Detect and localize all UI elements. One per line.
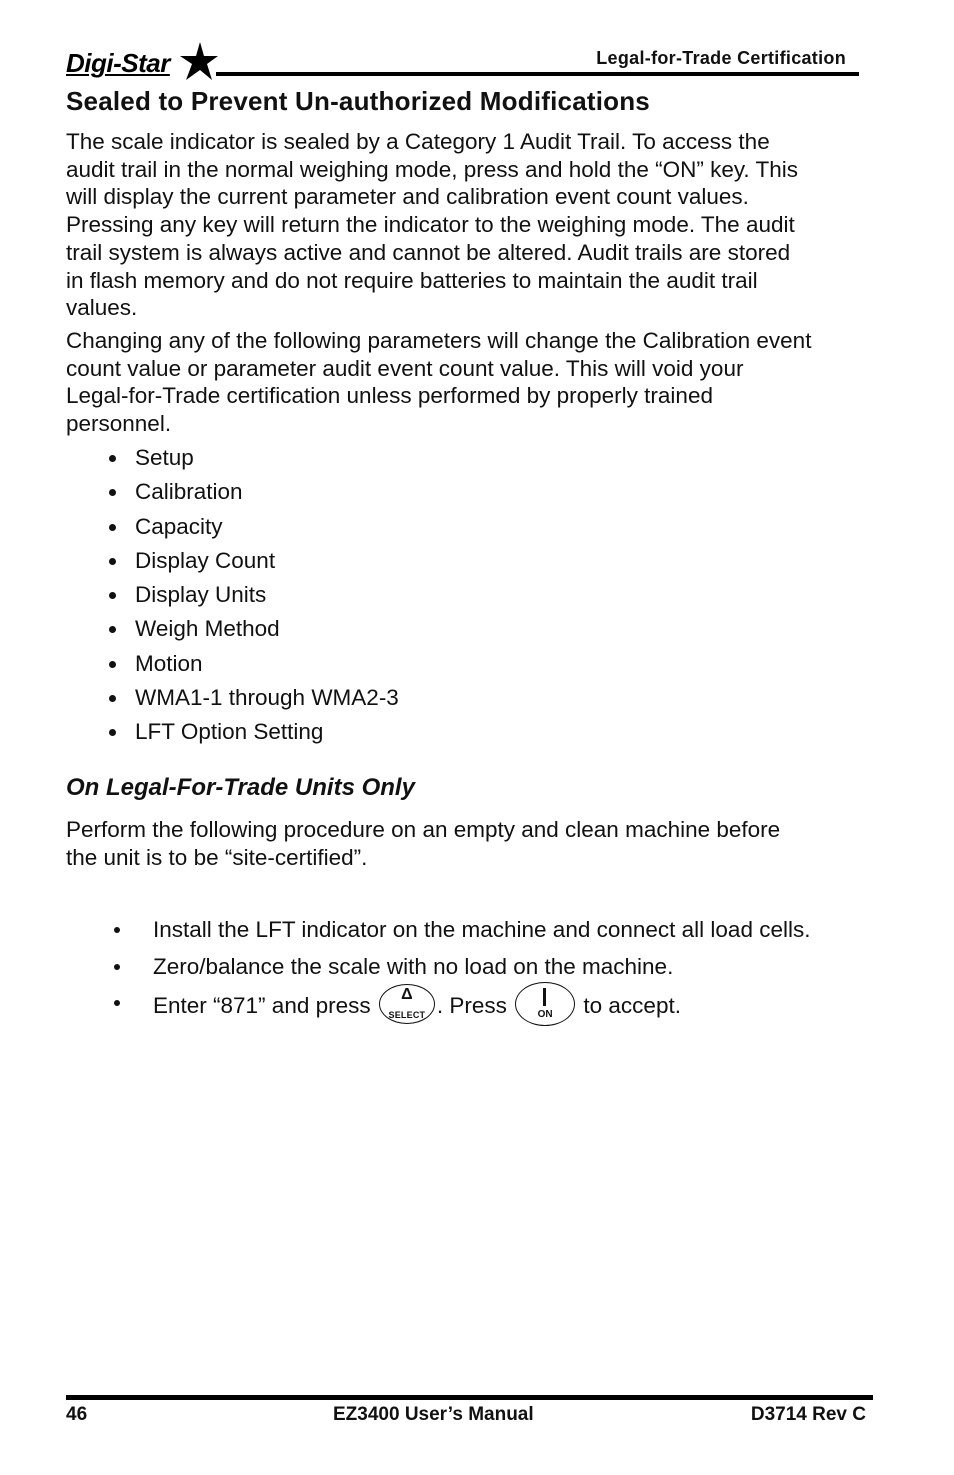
list-item: Calibration	[106, 475, 399, 509]
page-number: 46	[66, 1404, 88, 1425]
procedure-intro	[66, 816, 872, 871]
step-text: Enter “871” and press	[153, 992, 377, 1018]
text-line: Pressing any key will return the indicator to the weighing mode. The audit	[66, 212, 795, 238]
doc-revision: D3714 Rev C	[750, 1404, 866, 1425]
select-key-label: SELECT	[388, 1010, 426, 1020]
manual-title: EZ3400 User’s Manual	[333, 1404, 534, 1425]
text-line: will display the current parameter and calibration event count values.	[66, 184, 749, 210]
list-item: Display Count	[106, 544, 399, 578]
delta-symbol: Δ	[401, 986, 413, 1003]
text-line: values.	[66, 295, 138, 321]
text-line: trail system is always active and cannot be altered. Audit trails are stored	[66, 239, 791, 265]
footer-rule	[66, 1395, 873, 1400]
parameter-list	[106, 441, 399, 750]
text-line: in flash memory and do not require batteries to maintain the audit trail	[66, 267, 758, 293]
parameters-paragraph	[66, 327, 872, 438]
text-line: the unit is to be “site-certified”.	[66, 844, 368, 870]
list-item: Display Units	[106, 578, 399, 612]
on-key-icon	[515, 982, 575, 1026]
list-item: LFT Option Setting	[106, 715, 399, 749]
select-key-icon	[379, 984, 435, 1024]
text-line: Perform the following procedure on an empty and clean machine before	[66, 817, 781, 842]
text-line: Changing any of the following parameters will change the Calibration event	[66, 328, 812, 353]
page-heading: Sealed to Prevent Un-authorized Modifications	[66, 86, 650, 116]
audit-trail-paragraph	[66, 128, 872, 322]
list-item: Setup	[106, 441, 399, 475]
procedure-steps	[106, 912, 876, 1022]
logo-text: Digi-Star	[66, 48, 170, 78]
on-key-label: ON	[537, 1009, 553, 1020]
text-line: count value or parameter audit event count value. This will void your	[66, 355, 744, 381]
header-rule	[216, 72, 859, 76]
list-item: Install the LFT indicator on the machine and connect all load cells.	[106, 912, 876, 949]
subsection-heading: On Legal-For-Trade Units Only	[66, 774, 415, 801]
list-item: Zero/balance the scale with no load on the machine.	[106, 949, 876, 986]
section-title: Legal-for-Trade Certification	[596, 48, 846, 68]
list-item	[106, 985, 876, 1022]
list-item: Motion	[106, 647, 399, 681]
list-item: Weigh Method	[106, 612, 399, 646]
digi-star-logo	[66, 42, 218, 82]
text-line: personnel.	[66, 411, 172, 437]
text-line: Legal-for-Trade certification unless performed by properly trained	[66, 383, 713, 409]
step-text: to accept.	[577, 992, 681, 1018]
list-item: WMA1-1 through WMA2-3	[106, 681, 399, 715]
star-icon	[174, 42, 218, 82]
text-line: The scale indicator is sealed by a Category 1 Audit Trail. To access the	[66, 129, 770, 154]
text-line: audit trail in the normal weighing mode, press and hold the “ON” key. This	[66, 156, 799, 182]
list-item: Capacity	[106, 510, 399, 544]
step-text: . Press	[436, 992, 514, 1018]
